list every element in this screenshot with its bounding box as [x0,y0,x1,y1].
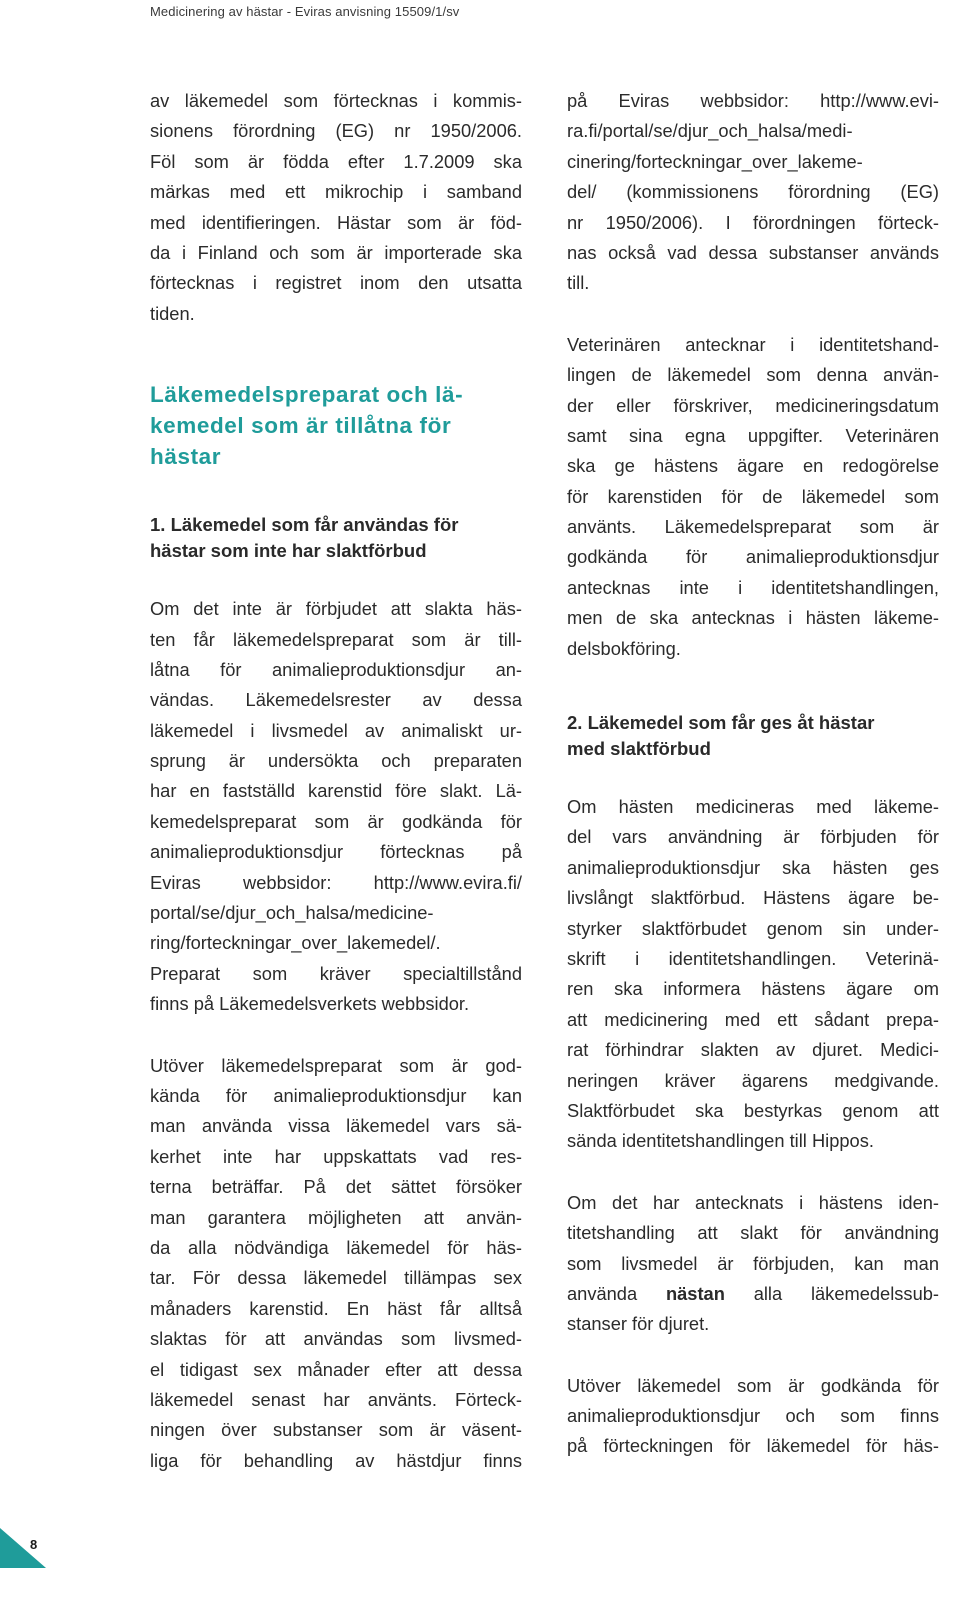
emphasis-word: nästan [665,1282,725,1304]
section-heading-line: hästar [150,444,222,470]
paragraph-4 [567,330,939,664]
text-line: men de ska antecknas i hästen läkeme- [567,607,939,629]
text-line: ring/forteckningar_over_lakemedel/. [150,932,441,954]
running-header: Medicinering av hästar - Eviras anvisning 15509/1/sv [150,4,460,19]
text-line: samt sina egna uppgifter. Veterinären [567,424,939,446]
text-line: ra.fi/portal/se/djur_och_halsa/medi- [567,120,853,142]
text-line: kemedelspreparat som är godkända för [150,810,522,832]
text-line: liga för behandling av hästdjur finns [150,1449,522,1471]
text-line: att medicinering med ett sådant prepa- [567,1008,939,1030]
paragraph-6 [567,1188,939,1340]
text-line: stanser för djuret. [567,1313,710,1335]
text-line: nr 1950/2006). I förordningen förteck- [567,211,939,233]
text-line: Om hästen medicineras med läkeme- [567,796,939,818]
text-line: Veterinären antecknar i identitetshand- [567,333,939,355]
text-line: för karenstiden för de läkemedel som [567,485,939,507]
text-line: antecknas inte i identitetshandlingen, [567,576,939,598]
text-line: ren ska informera hästens ägare om [567,978,939,1000]
subheading-line: med slaktförbud [567,738,711,760]
text-line: månaders karenstid. En häst får alltså [150,1297,522,1319]
text-fragment: använda [567,1282,666,1304]
text-line: på förteckningen för läkemedel för häs- [567,1435,939,1457]
subheading-line: 2. Läkemedel som får ges åt hästar [567,712,875,734]
section-heading [150,379,522,472]
text-line: Föl som är födda efter 1.7.2009 ska [150,150,522,172]
text-line: lingen de läkemedel som denna använ- [567,364,939,386]
text-line: styrker slaktförbudet genom sin under- [567,917,939,939]
text-line: läkemedel senast har använts. Förteck- [150,1388,522,1410]
text-line: delsbokföring. [567,637,681,659]
subheading-1 [150,512,522,564]
text-line: slaktas för att användas som livsmed- [150,1328,522,1350]
text-line: nas också vad dessa substanser används [567,241,939,263]
text-line: portal/se/djur_och_halsa/medicine- [150,902,434,924]
text-line: av läkemedel som förtecknas i kommis- [150,90,522,111]
text-line: sända identitetshandlingen till Hippos. [567,1130,874,1152]
paragraph-1 [150,594,522,1019]
text-line: sprung är undersökta och preparaten [150,750,522,772]
text-line: da alla nödvändiga läkemedel för häs- [150,1236,522,1258]
paragraph-5 [567,792,939,1157]
text-line: del/ (kommissionens förordning (EG) [567,181,939,203]
text-line: ningen över substanser som är väsent- [150,1419,522,1441]
text-line: der eller förskriver, medicineringsdatum [567,394,939,416]
text-line: Eviras webbsidor: http://www.evira.fi/ [150,871,522,893]
text-line: förtecknas i registret inom den utsatta [150,272,522,294]
text-line: har en fastställd karenstid före slakt. Lä- [150,780,522,802]
page-number: 8 [30,1537,38,1552]
text-line: tar. För dessa läkemedel tillämpas sex [150,1267,522,1289]
page-corner-mark [0,1528,46,1568]
text-line: man använda vissa läkemedel vars sä- [150,1115,522,1137]
intro-paragraph [150,86,522,329]
text-line: tiden. [150,302,195,324]
text-line: läkemedel i livsmedel av animaliskt ur- [150,719,522,741]
paragraph-2 [150,1051,522,1476]
text-line: finns på Läkemedelsverkets webbsidor. [150,993,470,1015]
text-line: ska ge hästens ägare en redogörelse [567,455,939,477]
section-heading-line: kemedel som är tillåtna för [150,413,452,439]
text-line: Slaktförbudet ska bestyrkas genom att [567,1099,939,1121]
text-line: skrift i identitetshandlingen. Veterinä- [567,947,939,969]
subheading-line: 1. Läkemedel som får användas för [150,514,459,536]
text-line: som livsmedel är förbjuden, kan man [567,1252,939,1274]
text-line: animalieproduktionsdjur och som finns [567,1405,939,1427]
text-line: använts. Läkemedelspreparat som är [567,516,939,538]
text-line: till. [567,272,590,294]
paragraph-7 [567,1371,939,1462]
text-line: Utöver läkemedel som är godkända för [567,1374,939,1396]
text-line: låtna för animalieproduktionsdjur an- [150,658,522,680]
section-heading-line: Läkemedelspreparat och lä- [150,382,464,408]
text-line: ten får läkemedelspreparat som är till- [150,628,522,650]
text-line: Utöver läkemedelspreparat som är god- [150,1054,522,1076]
text-line: Preparat som kräver specialtillstånd [150,962,522,984]
text-line: neringen kräver ägarens medgivande. [567,1069,939,1091]
text-line: kerhet inte har uppskattats vad res- [150,1145,522,1167]
text-line: godkända för animalieproduktionsdjur [567,546,939,568]
text-line: el tidigast sex månader efter att dessa [150,1358,522,1380]
text-line: sionens förordning (EG) nr 1950/2006. [150,120,522,142]
text-line: animalieproduktionsdjur ska hästen ges [567,856,939,878]
paragraph-3 [567,86,939,299]
text-line: på Eviras webbsidor: http://www.evi- [567,90,939,111]
text-line: man garantera möjligheten att använ- [150,1206,522,1228]
subheading-2 [567,710,939,762]
text-line: titetshandling att slakt för användning [567,1222,939,1244]
text-line: Om det har antecknats i hästens iden- [567,1191,939,1213]
right-column [567,86,939,1462]
text-line: kända för animalieproduktionsdjur kan [150,1084,522,1106]
text-line: Om det inte är förbjudet att slakta häs- [150,598,522,620]
text-line: terna beträffar. På det sättet försöker [150,1176,522,1198]
text-line: cinering/forteckningar_over_lakeme- [567,150,863,172]
text-line: märkas med ett mikrochip i samband [150,181,522,203]
subheading-line: hästar som inte har slaktförbud [150,540,427,562]
text-line: med identifieringen. Hästar som är föd- [150,211,522,233]
text-line: animalieproduktionsdjur förtecknas på [150,841,522,863]
text-fragment: alla läkemedelssub- [724,1282,939,1304]
text-line: livslångt slaktförbud. Hästens ägare be- [567,887,939,909]
text-line: vändas. Läkemedelsrester av dessa [150,689,522,711]
text-line: da i Finland och som är importerade ska [150,241,522,263]
text-line: rat förhindrar slakten av djuret. Medici- [567,1039,939,1061]
text-line: del vars användning är förbjuden för [567,826,939,848]
left-column [150,86,522,1476]
text-line-emphasis [567,1279,939,1309]
